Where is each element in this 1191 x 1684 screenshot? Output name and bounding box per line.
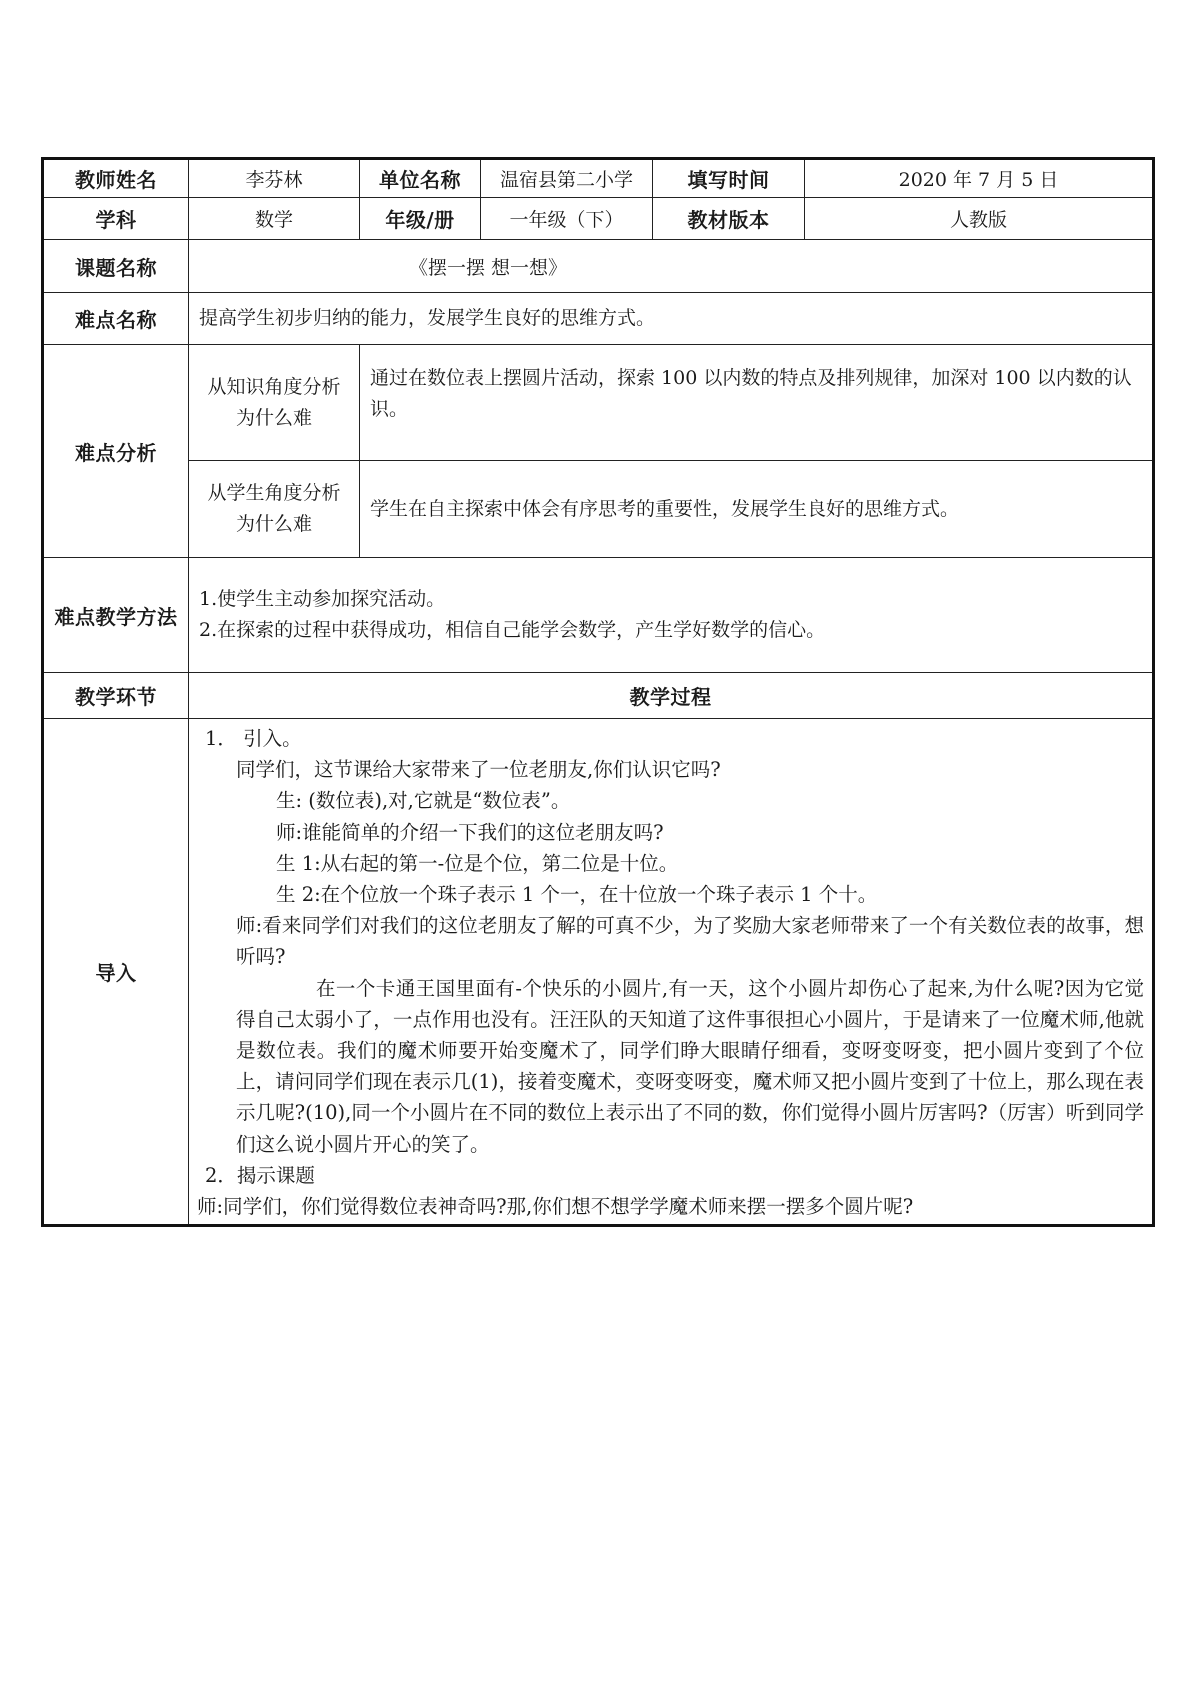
- knowledge-angle-label-line1: 从知识角度分析: [207, 375, 341, 398]
- topic-value: 《摆一摆 想一想》: [189, 240, 1154, 293]
- topic-label: 课题名称: [43, 240, 189, 293]
- intro-row: [43, 719, 1154, 1226]
- student-angle-label: [189, 461, 360, 558]
- knowledge-angle-label-line2: 为什么难: [235, 406, 312, 429]
- difficulty-label: 难点名称: [43, 293, 189, 345]
- student-angle-label-line1: 从学生角度分析: [207, 482, 341, 504]
- fill-date-value: 2020 年 7 月 5 日: [805, 159, 1154, 198]
- unit-name-label: 单位名称: [360, 159, 481, 198]
- analysis-knowledge-row: [43, 345, 1154, 461]
- header-row-2: [43, 198, 1154, 240]
- analysis-student-row: [43, 461, 1154, 558]
- intro-line-2: 同学们，这节课给大家带来了一位老朋友,你们认识它吗?: [236, 758, 721, 782]
- method-label: 难点教学方法: [43, 558, 189, 673]
- header-row-1: [43, 159, 1154, 198]
- lesson-plan-table: [41, 157, 1155, 1227]
- intro-stage-label: 导入: [43, 719, 189, 1226]
- stage-header-label: 教学环节: [43, 673, 189, 719]
- difficulty-value: 提高学生初步归纳的能力，发展学生良好的思维方式。: [189, 293, 1154, 345]
- grade-label: 年级/册: [360, 198, 481, 240]
- intro-line-1: 1． 引入。: [205, 727, 302, 750]
- student-angle-label-line2: 为什么难: [235, 513, 312, 535]
- grade-value: 一年级（下）: [481, 198, 653, 240]
- knowledge-angle-label: [189, 345, 360, 461]
- method-line-2: 2.在探索的过程中获得成功，相信自己能学会数学，产生学好数学的信心。: [199, 619, 826, 641]
- topic-row: [43, 240, 1154, 293]
- teacher-name-value: 李芬林: [189, 159, 360, 198]
- intro-line-7: 师:看来同学们对我们的这位老朋友了解的可真不少，为了奖励大家老师带来了一个有关数位表的故事，想听吗?: [236, 914, 1144, 969]
- lesson-plan-sheet: [41, 157, 1152, 1227]
- intro-line-3: 生: (数位表),对,它就是“数位表”。: [276, 789, 571, 813]
- knowledge-angle-value: 通过在数位表上摆圆片活动，探索 100 以内数的特点及排列规律，加深对 100 以内数的认识。: [360, 345, 1154, 461]
- method-line-1: 1.使学生主动参加探究活动。: [199, 588, 446, 610]
- unit-name-value: 温宿县第二小学: [481, 159, 653, 198]
- intro-line-4: 师:谁能简单的介绍一下我们的这位老朋友吗?: [276, 820, 664, 844]
- intro-process-content: [189, 719, 1154, 1226]
- process-header-label: 教学过程: [189, 673, 1154, 719]
- subject-value: 数学: [189, 198, 360, 240]
- intro-line-5: 生 1:从右起的第一-位是个位，第二位是十位。: [276, 851, 679, 875]
- fill-date-label: 填写时间: [653, 159, 805, 198]
- method-row: [43, 558, 1154, 673]
- intro-story-paragraph: 在一个卡通王国里面有-个快乐的小圆片,有一天，这个小圆片却伤心了起来,为什么呢?因为它觉得自己太弱小了，一点作用也没有。汪汪队的天知道了这件事很担心小圆片，于是请来了一位魔术师,他就是数位表。我们的魔术师要开始变魔术了，同学们睁大眼睛仔细看，变呀变呀变，把小圆片变到了个位上，请问同学们现在表示几(1)，接着变魔术，变呀变呀变，魔术师又把小圆片变到了十位上，那么现在表示几呢?(10),同一个小圆片在不同的数位上表示出了不同的数，你们觉得小圆片厉害吗?（厉害）听到同学们这么说小圆片开心的笑了。: [236, 976, 1144, 1156]
- edition-label: 教材版本: [653, 198, 805, 240]
- intro-line-10: 师:同学们，你们觉得数位表神奇吗?那,你们想不想学学魔术师来摆一摆多个圆片呢?: [197, 1195, 914, 1219]
- analysis-label: 难点分析: [43, 345, 189, 558]
- difficulty-row: [43, 293, 1154, 345]
- method-value: [189, 558, 1154, 673]
- intro-line-9: 2．揭示课题: [205, 1163, 315, 1187]
- teacher-name-label: 教师姓名: [43, 159, 189, 198]
- student-angle-value: 学生在自主探索中体会有序思考的重要性，发展学生良好的思维方式。: [360, 461, 1154, 558]
- process-header-row: [43, 673, 1154, 719]
- subject-label: 学科: [43, 198, 189, 240]
- intro-line-6: 生 2:在个位放一个珠子表示 1 个一，在十位放一个珠子表示 1 个十。: [276, 883, 878, 907]
- edition-value: 人教版: [805, 198, 1154, 240]
